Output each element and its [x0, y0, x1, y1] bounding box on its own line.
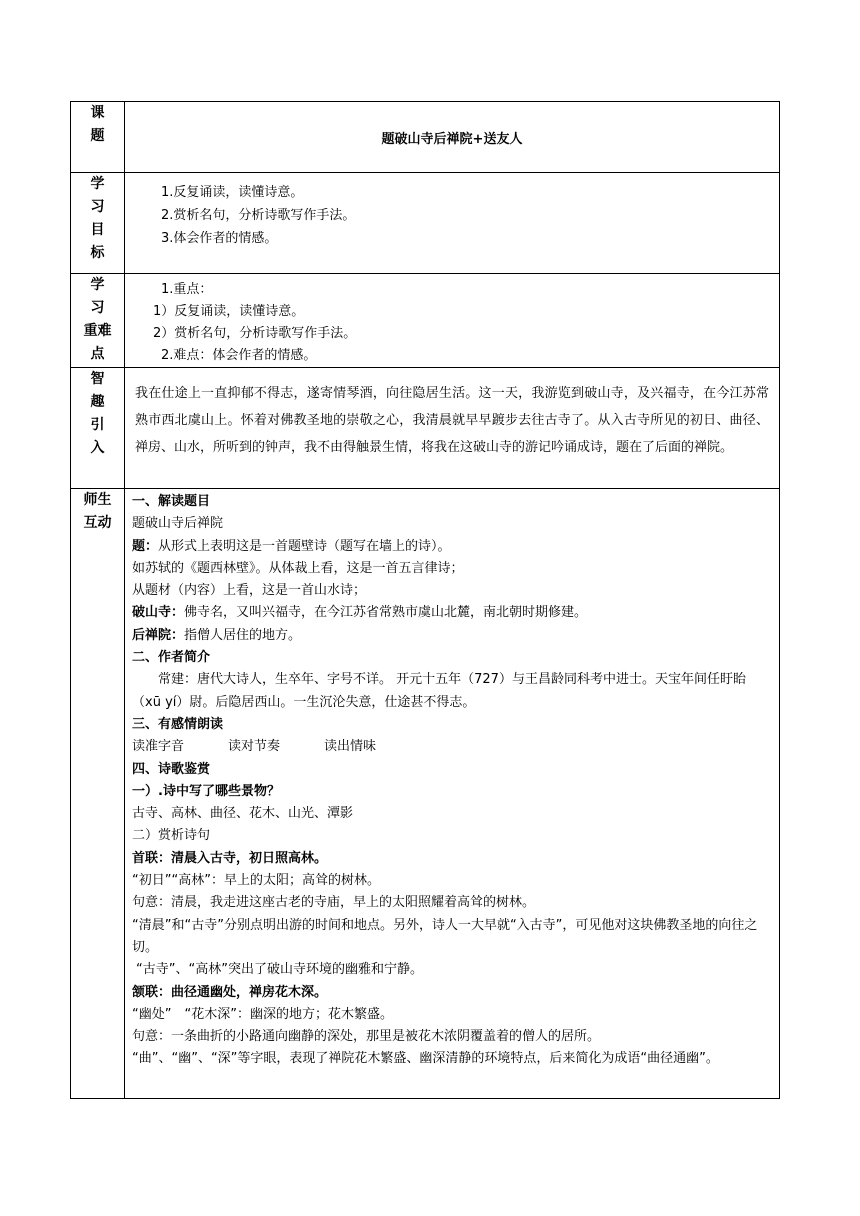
meaning: 句意：一条曲折的小路通向幽静的深处，那里是被花木浓阴覆盖着的僧人的居所。 [132, 1029, 601, 1045]
reading-tip: 读出情味 [324, 739, 377, 755]
poem-line: 颔联：曲径通幽处，禅房花木深。 [132, 984, 328, 1000]
difficulty-row [71, 274, 780, 368]
gloss: “幽处” “花木深”：幽深的地方；花木繁盛。 [132, 1006, 393, 1022]
difficulty-content [125, 274, 780, 368]
difficulty-item: 2）赏析名句，分析诗歌写作手法。 [153, 326, 357, 341]
difficulty-item: 2.难点：体会作者的情感。 [161, 348, 317, 363]
section-heading: 二、作者简介 [132, 650, 211, 666]
poem-title: 题破山寺后禅院 [132, 516, 224, 532]
goals-row [71, 173, 780, 274]
difficulty-label: 学 习 重难 点 [71, 274, 125, 368]
difficulty-item: 1）反复诵读，读懂诗意。 [153, 304, 305, 319]
term-ti: 题：从形式上表明这是一首题壁诗（题写在墙上的诗）。 [132, 538, 451, 554]
question: 二）赏析诗句 [132, 828, 211, 844]
intro-label: 智 趣 引 入 [71, 368, 125, 489]
topic-label: 课 题 [71, 102, 125, 173]
goals-content [125, 173, 780, 274]
section-heading: 四、诗歌鉴赏 [132, 761, 211, 777]
interaction-row [71, 489, 780, 1099]
section-heading: 一、解读题目 [132, 494, 211, 509]
interaction-content [125, 489, 780, 1099]
analysis: “曲”、“幽”、“深”等字眼，表现了禅院花木繁盛、幽深清静的环境特点，后来简化为成语“曲径通幽”。 [132, 1051, 719, 1067]
difficulty-item: 1.重点： [161, 282, 213, 297]
answer: 古寺、高林、曲径、花木、山光、潭影 [132, 806, 354, 822]
intro-text: 我在仕途上一直抑郁不得志，遂寄情琴酒，向往隐居生活。这一天，我游览到破山寺，及兴福寺，在今江苏常熟市西北虞山上。怀着对佛教圣地的崇敬之心，我清晨就早早踱步去往古寺了。从入古寺所见的初日、曲径、禅房、山水，所听到的钟声，我不由得触景生情，将我在这破山寺的游记吟诵成诗，题在了后面的禅院。 [135, 386, 769, 455]
question: 一）.诗中写了哪些景物？ [132, 783, 280, 799]
theme-line: 从题材（内容）上看，这是一首山水诗； [132, 583, 367, 599]
author-bio: 常建：唐代大诗人，生卒年、字号不详。 开元十五年（727）与王昌龄同科考中进士。天宝年间任盱眙（xū yí）尉。后隐居西山。一生沉沦失意，仕途甚不得志。 [132, 672, 746, 710]
reading-tip: 读对节奏 [228, 739, 281, 755]
goal-item: 2.赏析名句，分析诗歌写作手法。 [161, 208, 356, 223]
topic-row [71, 102, 780, 173]
poem-line: 首联：清晨入古寺，初日照高林。 [132, 850, 328, 866]
section-heading: 三、有感情朗读 [132, 716, 224, 732]
term-hou: 后禅院：指僧人居住的地方。 [132, 627, 302, 643]
gloss: “初日”“高林”：早上的太阳；高耸的树林。 [132, 873, 380, 889]
interaction-label: 师生 互动 [71, 489, 125, 1099]
analysis: “古寺”、“高林”突出了破山寺环境的幽雅和宁静。 [136, 962, 423, 978]
analysis: “清晨”和“古寺”分别点明出游的时间和地点。另外，诗人一大早就“入古寺”，可见他对这块佛教圣地的向往之切。 [132, 917, 758, 955]
goal-item: 3.体会作者的情感。 [161, 231, 278, 246]
lesson-plan-table [70, 101, 780, 1099]
lesson-title: 题破山寺后禅院+送友人 [125, 102, 780, 173]
term-posi: 破山寺：佛寺名，又叫兴福寺，在今江苏省常熟市虞山北麓，南北朝时期修建。 [132, 605, 588, 621]
goals-label: 学 习 目 标 [71, 173, 125, 274]
intro-content [125, 368, 780, 489]
lesson-plan-page [70, 101, 780, 1099]
intro-row [71, 368, 780, 489]
meaning: 句意：清晨，我走进这座古老的寺庙，早上的太阳照耀着高耸的树林。 [132, 895, 536, 911]
goal-item: 1.反复诵读，读懂诗意。 [161, 185, 304, 200]
reading-tip: 读准字音 [132, 739, 185, 755]
reading-tips [132, 736, 773, 758]
example-line: 如苏轼的《题西林壁》。从体裁上看，这是一首五言律诗； [132, 560, 464, 576]
